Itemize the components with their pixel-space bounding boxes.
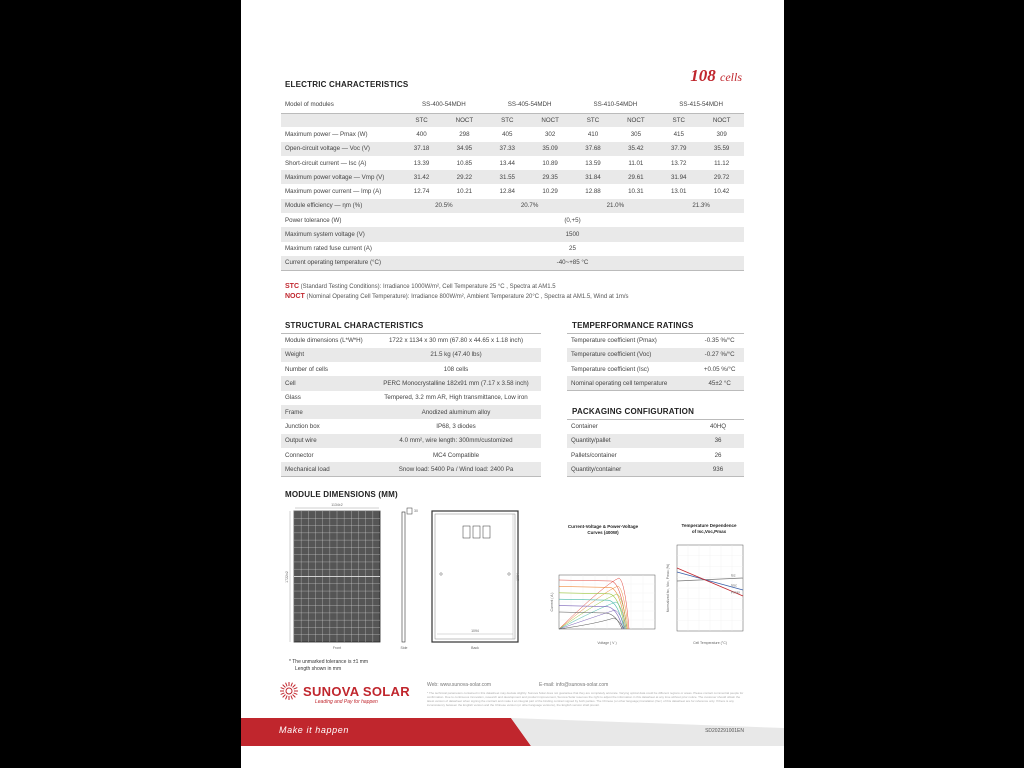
side-dimension: 30 xyxy=(414,509,418,513)
structural-table xyxy=(281,333,541,477)
cells-number: 108 xyxy=(690,66,716,85)
spec-row xyxy=(281,170,744,184)
cell-value: 309 xyxy=(716,130,727,138)
structural-row xyxy=(281,362,541,376)
cell-value: 20.7% xyxy=(487,199,573,213)
row-label: Frame xyxy=(281,405,371,419)
row-label: Pallets/container xyxy=(571,451,617,459)
row-label: Junction box xyxy=(285,422,320,430)
cell-value: 13.59 xyxy=(585,159,601,167)
row-label: Number of cells xyxy=(285,365,328,373)
row-label: Maximum power — Pmax (W) xyxy=(285,130,368,138)
packaging-row xyxy=(567,448,744,462)
temperature-title: TEMPERFORMANCE RATINGS xyxy=(572,321,694,330)
row-label: Maximum system voltage (V) xyxy=(281,227,401,241)
row-label: Short-circuit current — Isc (A) xyxy=(285,159,367,167)
noct-note xyxy=(285,292,629,302)
cell-value: 298 xyxy=(459,130,470,138)
cell-value: 12.88 xyxy=(585,188,601,196)
cell-value: 10.85 xyxy=(456,159,473,167)
packaging-title: PACKAGING CONFIGURATION xyxy=(572,407,695,416)
front-caption: Front xyxy=(332,646,342,650)
cell-value: 13.44 xyxy=(499,159,515,167)
cell-value: Tempered, 3.2 mm AR, High transmittance, Low iron xyxy=(384,394,528,402)
cell-value: 1722 x 1134 x 30 mm (67.80 x 44.65 x 1.18 inch) xyxy=(388,337,524,345)
cell-value: 37.79 xyxy=(658,142,699,156)
length-text: Length shown in mm xyxy=(295,666,342,672)
row-label: Nominal operating cell temperature xyxy=(567,376,695,390)
temp-chart xyxy=(661,518,751,650)
legal-disclaimer: * The technical parameters contained in this datasheet may deviate slightly. Sunova Solar does not guarantee that they are completely accurate. Varying optical data could be different regions or areas. Please contact commercial people for confirmation. Due to continuous innovation, research and development and product improvement, Sunova Solar reserves the right to adjust the information in this datasheet at any time without prior notice. The customer should obtain the latest version of datasheet when signing the contract and make it an integral part of the binding contract signed by both parties. The Chinese (or other language) translation (Ver.) of this datasheet are for reference only. If there is any inconsistency between the English version and the Chinese version (or other language versions), the English version shall prevail. xyxy=(427,691,744,707)
cell-value: 40HQ xyxy=(709,423,727,431)
cell-value: 29.61 xyxy=(614,170,659,184)
temperature-table xyxy=(567,333,744,391)
dimensions-title: MODULE DIMENSIONS (MM) xyxy=(285,490,398,499)
spec-row xyxy=(281,156,744,170)
brand-logo xyxy=(279,681,410,701)
cell-value: 31.55 xyxy=(487,170,528,184)
cell-value: IP68, 3 diodes xyxy=(436,422,476,430)
cell-value: 10.21 xyxy=(456,188,473,196)
cell-value: -0.35 %/°C xyxy=(704,337,735,345)
cell-value: 11.12 xyxy=(714,159,730,167)
row-label: Maximum rated fuse current (A) xyxy=(285,245,372,253)
cell-value: 11.01 xyxy=(628,159,644,167)
row-label: Quantity/container xyxy=(567,462,692,476)
cell-value: 35.42 xyxy=(614,142,659,156)
shared-row xyxy=(281,256,744,270)
structural-row xyxy=(281,334,541,348)
cell-value: 410 xyxy=(587,130,599,138)
cond-noct: NOCT xyxy=(614,113,659,127)
cell-value: 35.59 xyxy=(699,142,744,156)
cell-value: 34.95 xyxy=(442,142,487,156)
cell-value: 37.68 xyxy=(572,142,613,156)
temp-xlabel: Cell Temperature (°C) xyxy=(693,641,727,645)
back-view xyxy=(432,511,520,650)
cell-value: 305 xyxy=(630,130,642,138)
iv-chart xyxy=(547,518,657,650)
cell-value: 936 xyxy=(692,462,744,476)
structural-row xyxy=(281,405,541,419)
cell-value: 1500 xyxy=(401,227,744,241)
cell-value: (0,+5) xyxy=(564,216,581,224)
cell-value: 20.5% xyxy=(401,199,487,213)
email-address: E-mail: info@sunova-solar.com xyxy=(539,682,609,688)
row-label: Temperature coefficient (Isc) xyxy=(571,365,649,373)
iv-chart-title: Current-Voltage & Power-Voltage xyxy=(567,524,639,529)
cell-value: 25 xyxy=(569,245,576,253)
model-name: SS-410-54MDH xyxy=(572,97,658,113)
cell-value: 12.74 xyxy=(413,188,430,196)
back-height-dimension: 1064 xyxy=(516,573,520,581)
cell-value: 302 xyxy=(544,130,556,138)
temperature-row xyxy=(567,376,744,390)
cell-value: MC4 Compatible xyxy=(432,451,480,459)
row-label: Maximum power voltage — Vmp (V) xyxy=(281,170,401,184)
stc-tag: STC xyxy=(285,283,299,290)
cells-badge xyxy=(690,66,742,86)
structural-title: STRUCTURAL CHARACTERISTICS xyxy=(285,321,424,330)
iv-xlabel: Voltage ( V ) xyxy=(597,641,617,645)
cell-value: 45±2 °C xyxy=(695,376,744,390)
row-label: Maximum power current — Imp (A) xyxy=(285,188,382,196)
back-caption: Back xyxy=(471,646,479,650)
efficiency-row xyxy=(281,199,744,213)
cond-stc: STC xyxy=(401,113,442,127)
cell-value: 10.89 xyxy=(542,159,558,167)
cell-value: 405 xyxy=(502,130,513,138)
row-label: Module dimensions (L*W*H) xyxy=(285,337,363,345)
cond-stc: STC xyxy=(658,113,699,127)
temp-ylabel: Normalized Isc, Voc, Pmax (%) xyxy=(666,563,670,613)
cond-noct: NOCT xyxy=(442,113,487,127)
cell-value: Anodized aluminum alloy xyxy=(371,405,541,419)
height-dimension: 1722±2 xyxy=(285,571,289,583)
temperature-row xyxy=(567,334,744,348)
row-label: Cell xyxy=(281,376,371,390)
model-label: Model of modules xyxy=(281,97,401,113)
noct-tag: NOCT xyxy=(285,293,305,300)
row-label: Glass xyxy=(285,394,301,402)
cell-value: 13.72 xyxy=(670,159,687,167)
cell-value: 36 xyxy=(692,434,744,448)
cell-value: 29.35 xyxy=(528,170,573,184)
row-label: Power tolerance (W) xyxy=(285,216,342,224)
cell-value: 12.84 xyxy=(499,188,515,196)
shared-row xyxy=(281,227,744,241)
temp-chart-subtitle: of Isc,Voc,Pmax xyxy=(691,529,727,534)
row-label: Temperature coefficient (Pmax) xyxy=(571,337,657,345)
cell-value: 26 xyxy=(714,451,722,459)
conditions-notes xyxy=(285,282,629,302)
row-label: Temperature coefficient (Voc) xyxy=(567,348,695,362)
cell-value: 4.0 mm², wire length: 300mm/customized xyxy=(371,434,541,448)
packaging-table xyxy=(567,419,744,477)
temperature-row xyxy=(567,362,744,376)
row-label: Output wire xyxy=(281,434,371,448)
module-drawings xyxy=(281,500,521,655)
spec-row xyxy=(281,127,744,141)
structural-row xyxy=(281,462,541,476)
back-width-dimension: 1094 xyxy=(471,629,479,633)
stc-note xyxy=(285,282,629,292)
iv-chart-subtitle: Curves (400W) xyxy=(587,530,619,535)
cell-value: 29.72 xyxy=(699,170,744,184)
cell-value: 37.18 xyxy=(401,142,442,156)
model-name: SS-415-54MDH xyxy=(658,97,744,113)
cell-value: 13.01 xyxy=(670,188,687,196)
cond-noct: NOCT xyxy=(699,113,744,127)
cell-value: +0.05 %/°C xyxy=(703,365,736,373)
side-view xyxy=(400,508,417,650)
datasheet-page xyxy=(241,0,784,768)
shared-row xyxy=(281,213,744,227)
row-label: Container xyxy=(571,423,598,431)
web-address: Web: www.sunova-solar.com xyxy=(427,682,492,688)
cell-value: 400 xyxy=(416,130,427,138)
structural-row xyxy=(281,434,541,448)
cond-noct: NOCT xyxy=(528,113,573,127)
temp-series-label: Pmax xyxy=(731,590,740,595)
stc-text: (Standard Testing Conditions): Irradiance 1000W/m², Cell Temperature 25 °C , Spectra at AM1.5 xyxy=(300,284,556,290)
packaging-row xyxy=(567,462,744,476)
model-row xyxy=(281,97,744,113)
spec-row xyxy=(281,184,744,198)
row-label: Current operating temperature (°C) xyxy=(281,256,401,270)
spec-row xyxy=(281,142,744,156)
cell-value: 108 cells xyxy=(443,365,469,373)
cond-stc: STC xyxy=(487,113,528,127)
temp-chart-title: Temperature Dependence xyxy=(681,523,737,528)
condition-row xyxy=(281,113,744,127)
model-name: SS-405-54MDH xyxy=(487,97,573,113)
structural-row xyxy=(281,448,541,462)
structural-row xyxy=(281,391,541,405)
side-caption: Side xyxy=(400,646,408,650)
tagline: Make it happen xyxy=(279,725,349,735)
cell-value: 21.5 kg (47.40 lbs) xyxy=(371,348,541,362)
cell-value: 415 xyxy=(673,130,684,138)
cell-value: 21.3% xyxy=(658,199,744,213)
cell-value: 37.33 xyxy=(487,142,528,156)
tolerance-text: * The unmarked tolerance is ±1 mm xyxy=(289,659,369,665)
tolerance-note xyxy=(289,659,368,673)
model-name: SS-400-54MDH xyxy=(401,97,487,113)
cell-value: 13.39 xyxy=(413,159,430,167)
electric-title: ELECTRIC CHARACTERISTICS xyxy=(285,80,409,89)
row-label: Module efficiency — ηm (%) xyxy=(281,199,401,213)
brand-name: SUNOVA SOLAR xyxy=(303,683,410,699)
electric-table xyxy=(281,97,744,271)
cells-word: cells xyxy=(720,70,742,84)
width-dimension: 1134±2 xyxy=(331,503,343,507)
row-label: Connector xyxy=(285,451,314,459)
row-label: Mechanical load xyxy=(281,462,371,476)
row-label: Quantity/pallet xyxy=(567,434,692,448)
cell-value: -0.27 %/°C xyxy=(695,348,744,362)
packaging-row xyxy=(567,420,744,434)
noct-text: (Nominal Operating Cell Temperature): Irradiance 800W/m², Ambient Temperature 20°C , Spectra at AM1.5, Wind at 1m/s xyxy=(306,294,629,300)
cell-value: 31.42 xyxy=(401,170,442,184)
cell-value: 10.29 xyxy=(542,188,558,196)
cell-value: 29.22 xyxy=(442,170,487,184)
iv-ylabel: Current ( A ) xyxy=(550,592,554,612)
cond-stc: STC xyxy=(572,113,613,127)
row-label: Weight xyxy=(281,348,371,362)
temp-series-label: Isc xyxy=(731,573,736,578)
cell-value: 10.31 xyxy=(628,188,644,196)
row-label: Open-circuit voltage — Voc (V) xyxy=(281,142,401,156)
cell-value: 10.42 xyxy=(713,188,730,196)
cell-value: PERC Monocrystalline 182x91 mm (7.17 x 3.58 inch) xyxy=(371,376,541,390)
temp-series-label: Voc xyxy=(731,583,737,588)
temperature-row xyxy=(567,348,744,362)
document-code: SD202291001EN xyxy=(705,728,744,734)
cell-value: 31.94 xyxy=(658,170,699,184)
cell-value: 31.84 xyxy=(572,170,613,184)
structural-row xyxy=(281,419,541,433)
shared-row xyxy=(281,242,744,256)
structural-row xyxy=(281,376,541,390)
brand-slogan: Leading and Pay for happen xyxy=(315,699,378,705)
cell-value: 21.0% xyxy=(572,199,658,213)
cell-value: -40~+85 °C xyxy=(401,256,744,270)
structural-row xyxy=(281,348,541,362)
front-view xyxy=(285,503,380,650)
cell-value: 35.09 xyxy=(528,142,573,156)
cell-value: Snow load: 5400 Pa / Wind load: 2400 Pa xyxy=(371,462,541,476)
packaging-row xyxy=(567,434,744,448)
sun-logo-icon xyxy=(279,681,299,701)
